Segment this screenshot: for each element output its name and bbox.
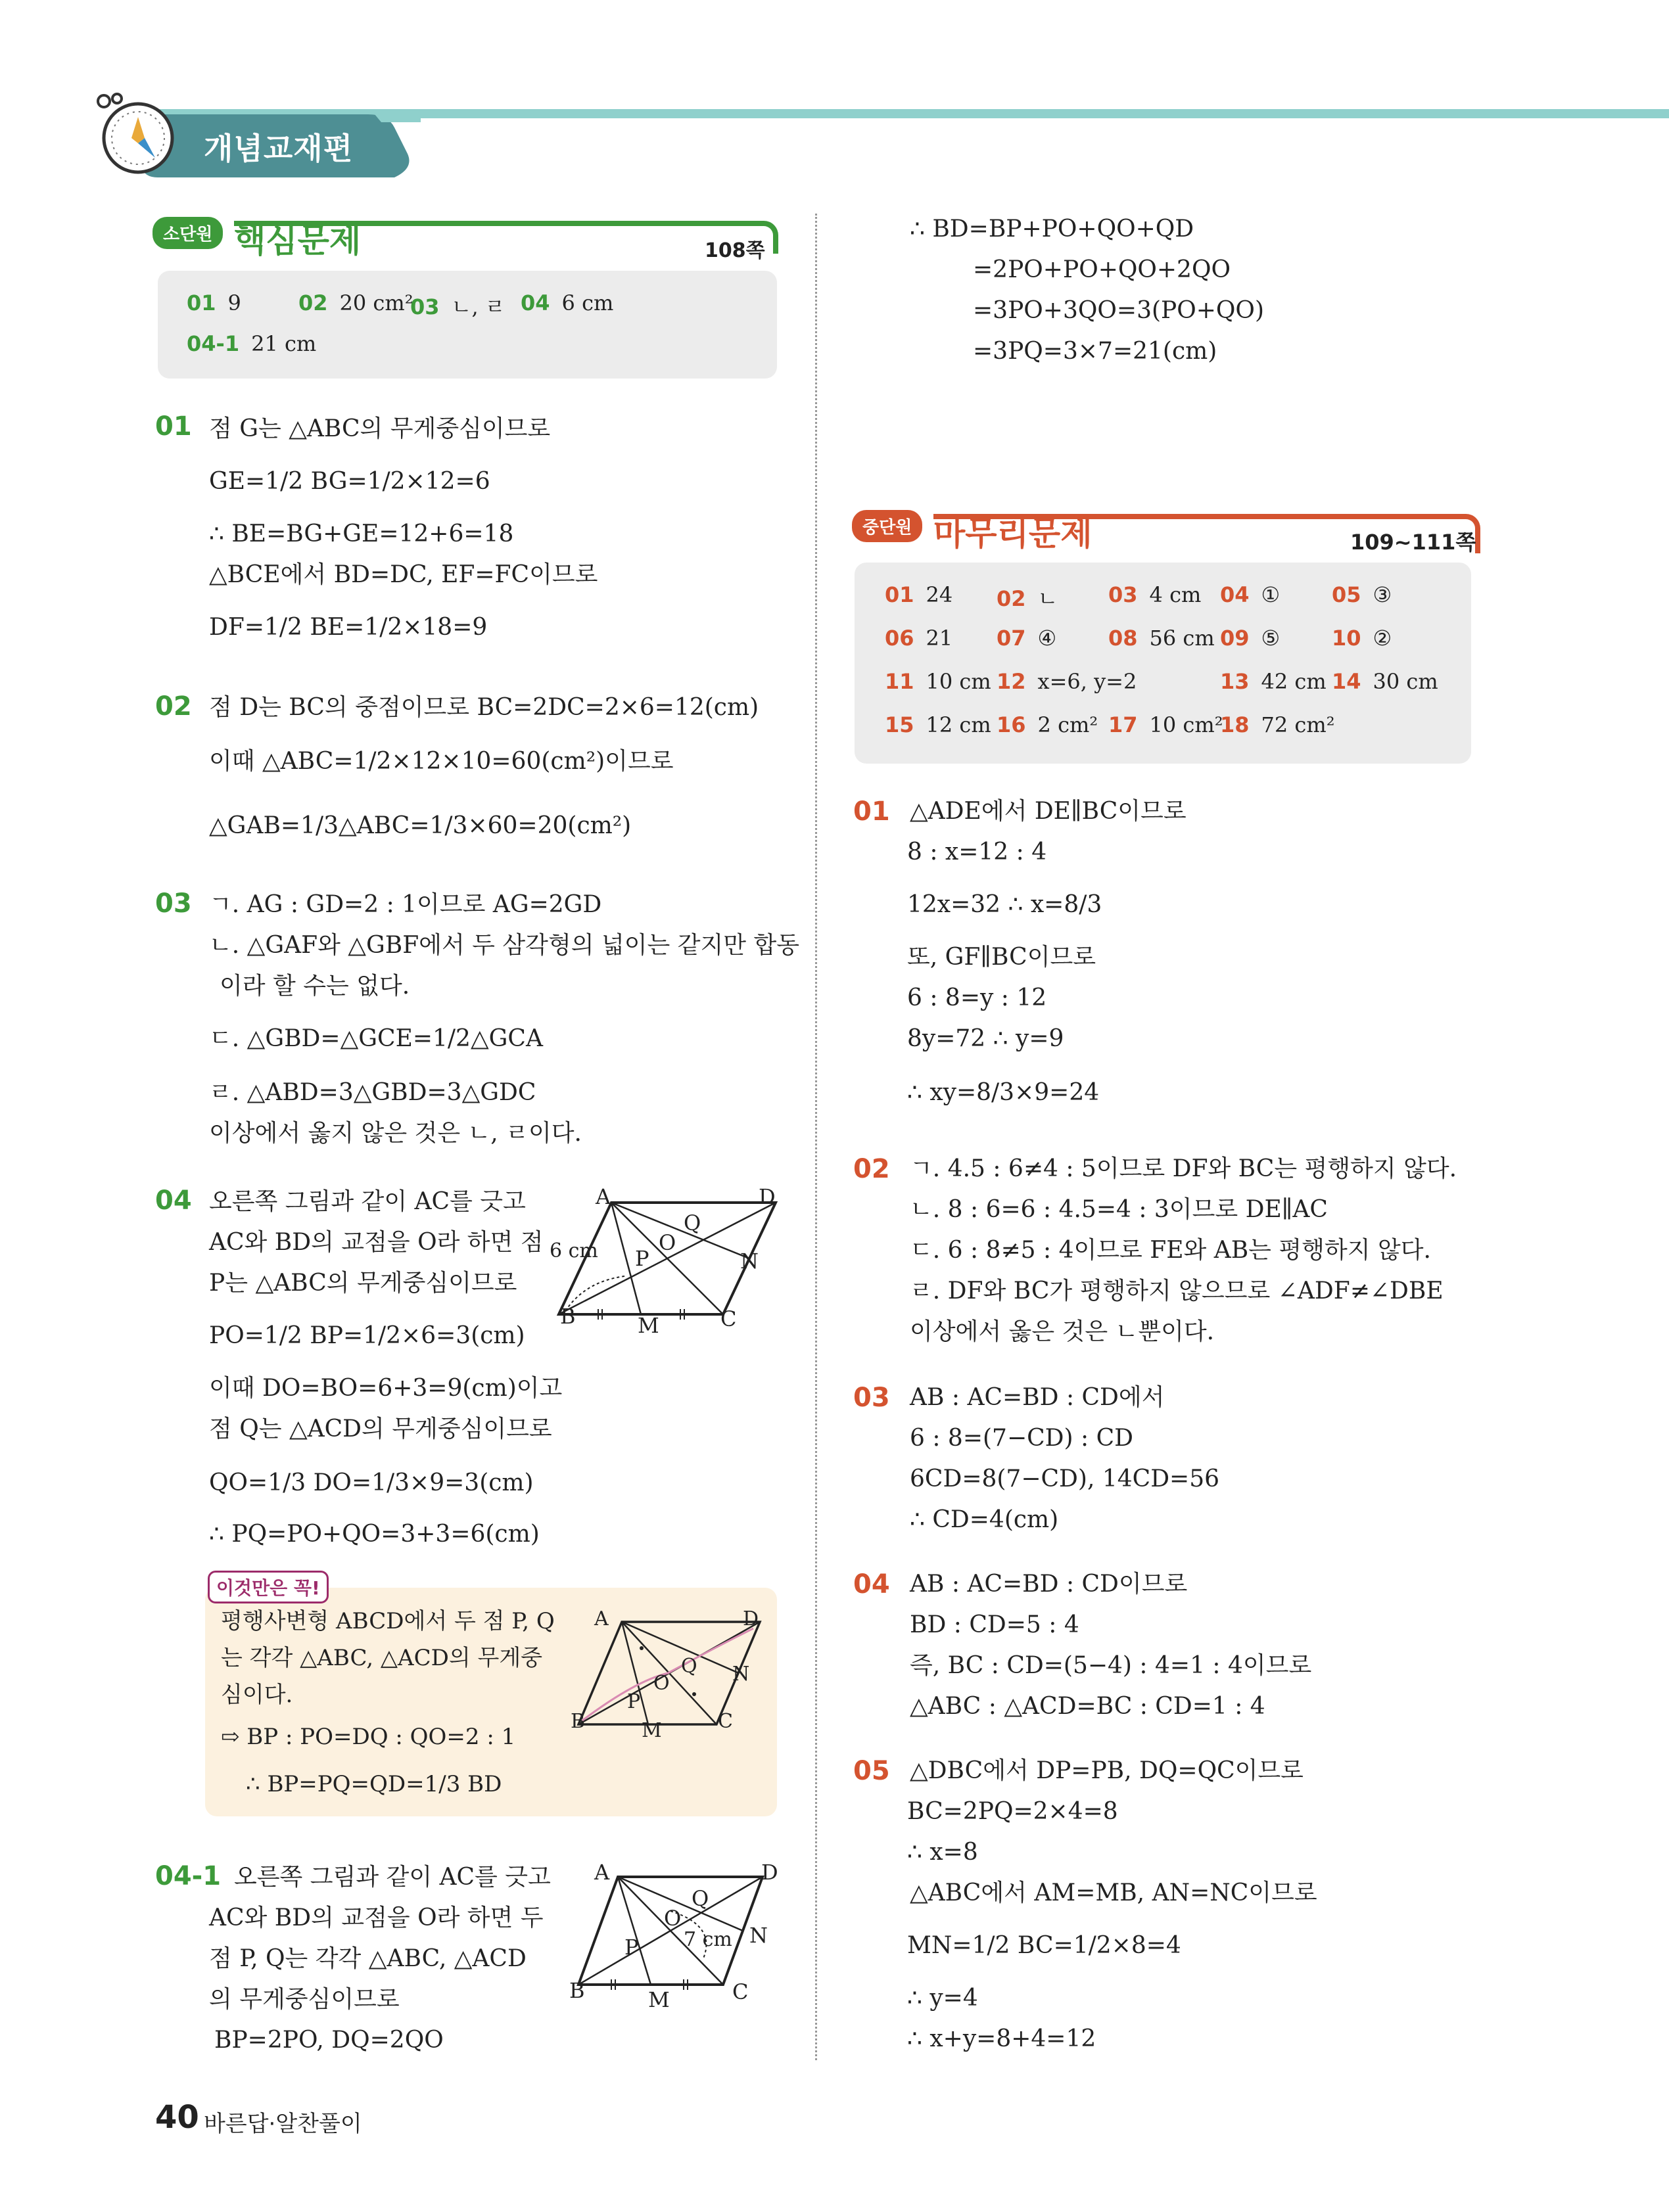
solution-line: AB : AC=BD : CD에서 xyxy=(910,1384,1165,1411)
review-badge: 중단원 xyxy=(852,510,922,542)
tip-badge: 이것만은 꼭! xyxy=(208,1571,329,1603)
solution-line: BP=2PO, DQ=2QO xyxy=(214,2027,444,2054)
solution-line: ㄴ. △GAF와 △GBF에서 두 삼각형의 넓이는 같지만 합동 xyxy=(209,932,800,959)
clock-icon xyxy=(92,92,177,177)
solution-line: ∴ BE=BG+GE=12+6=18 xyxy=(209,520,514,547)
figure-label: C xyxy=(720,1306,737,1331)
solution-line: MN=1/2 BC=1/2×8=4 xyxy=(907,1932,1181,1959)
review-answer: 15 12 cm xyxy=(885,712,991,737)
review-page-ref: 109~111쪽 xyxy=(1350,530,1476,555)
review-answer: 08 56 cm xyxy=(1108,626,1215,651)
review-answer: 11 10 cm xyxy=(885,669,991,694)
solution-line: AB : AC=BD : CD이므로 xyxy=(910,1571,1188,1598)
solution-line: ㄹ. △ABD=3△GBD=3△GDC xyxy=(209,1079,536,1106)
solution-line: 12x=32 ∴ x=8/3 xyxy=(907,891,1102,918)
solution-line: QO=1/3 DO=1/3×9=3(cm) xyxy=(209,1469,534,1496)
solution-line: 점 D는 BC의 중점이므로 BC=2DC=2×6=12(cm) xyxy=(209,694,759,721)
review-answer: 01 24 xyxy=(885,582,953,607)
figure-label: P xyxy=(624,1935,639,1960)
review-answer: 14 30 cm xyxy=(1332,669,1438,694)
solution-line: GE=1/2 BG=1/2×12=6 xyxy=(209,468,490,495)
figure-label: M xyxy=(642,1719,662,1742)
figure-label: O xyxy=(653,1672,670,1695)
figure-label: P xyxy=(635,1246,649,1271)
solution-line: ∴ PQ=PO+QO=3+3=6(cm) xyxy=(209,1521,540,1548)
solution-line: =2PO+PO+QO+2QO xyxy=(973,256,1231,283)
figure-label: A xyxy=(596,1184,611,1209)
solution-line: ∴ x=8 xyxy=(907,1839,978,1866)
solution-line: BD : CD=5 : 4 xyxy=(910,1611,1079,1638)
figure-label: M xyxy=(638,1313,659,1338)
solution-number: 04-1 xyxy=(155,1861,222,1891)
core-answer: 03 ㄴ, ㄹ xyxy=(410,294,505,319)
solution-number: 05 xyxy=(853,1756,890,1786)
solution-line: 6 : 8=(7−CD) : CD xyxy=(910,1425,1133,1452)
review-answer: 02 ㄴ xyxy=(997,586,1058,611)
solution-line: 오른쪽 그림과 같이 AC를 긋고 xyxy=(209,1188,526,1215)
figure-label: Q xyxy=(681,1655,697,1678)
review-answer: 07 ④ xyxy=(997,626,1057,651)
solution-line: =3PQ=3×7=21(cm) xyxy=(973,338,1217,365)
solution-number: 02 xyxy=(155,691,192,722)
solution-number: 01 xyxy=(155,411,192,442)
figure-label: O xyxy=(659,1230,676,1255)
review-title: 마무리문제 xyxy=(933,515,1093,553)
solution-number: 03 xyxy=(853,1383,890,1413)
solution-line: 이상에서 옳은 것은 ㄴ뿐이다. xyxy=(910,1318,1215,1345)
figure-label: P xyxy=(627,1690,641,1713)
solution-line: ∴ BD=BP+PO+QO+QD xyxy=(910,216,1194,242)
core-page-ref: 108쪽 xyxy=(705,239,765,262)
figure-label: N xyxy=(749,1923,768,1948)
core-answer: 04-1 21 cm xyxy=(187,331,317,356)
figure-label: M xyxy=(648,1987,670,2012)
solution-line: P는 △ABC의 무게중심이므로 xyxy=(209,1270,517,1297)
solution-line: 이때 △ABC=1/2×12×10=60(cm²)이므로 xyxy=(209,748,674,775)
solution-line: PO=1/2 BP=1/2×6=3(cm) xyxy=(209,1322,525,1349)
solution-line: DF=1/2 BE=1/2×18=9 xyxy=(209,614,488,641)
solution-line: 점 G는 △ABC의 무게중심이므로 xyxy=(209,415,551,442)
solution-number: 01 xyxy=(853,796,890,827)
tip-line: 는 각각 △ABC, △ACD의 무게중 xyxy=(221,1645,543,1671)
solution-line: ∴ CD=4(cm) xyxy=(910,1506,1059,1533)
review-answer: 18 72 cm² xyxy=(1220,712,1335,737)
figure-label: 6 cm xyxy=(550,1239,598,1262)
figure-label: Q xyxy=(692,1886,709,1911)
solution-line: BC=2PQ=2×4=8 xyxy=(907,1798,1118,1825)
solution-line: ㄱ. 4.5 : 6≠4 : 5이므로 DF와 BC는 평행하지 않다. xyxy=(910,1155,1457,1182)
review-answer: 13 42 cm xyxy=(1220,669,1327,694)
solution-line: △GAB=1/3△ABC=1/3×60=20(cm²) xyxy=(209,812,632,839)
solution-line: 오른쪽 그림과 같이 AC를 긋고 xyxy=(234,1864,551,1891)
figure-label: 7 cm xyxy=(684,1928,732,1951)
solution-line: ㄷ. △GBD=△GCE=1/2△GCA xyxy=(209,1025,543,1052)
solution-line: △ABC에서 AM=MB, AN=NC이므로 xyxy=(910,1879,1317,1906)
review-answer: 03 4 cm xyxy=(1108,582,1202,607)
solution-number: 04 xyxy=(853,1569,890,1600)
review-answer: 05 ③ xyxy=(1332,582,1392,607)
solution-line: △ABC : △ACD=BC : CD=1 : 4 xyxy=(910,1693,1265,1720)
solution-line: 점 P, Q는 각각 △ABC, △ACD xyxy=(209,1945,527,1972)
solution-line: 의 무게중심이므로 xyxy=(209,1986,400,2013)
core-title: 핵심문제 xyxy=(234,221,362,260)
review-answer: 04 ① xyxy=(1220,582,1281,607)
solution-line: 6 : 8=y : 12 xyxy=(907,984,1047,1011)
figure-label: B xyxy=(571,1710,586,1733)
review-answer: 12 x=6, y=2 xyxy=(997,669,1137,694)
review-answer: 17 10 cm² xyxy=(1108,712,1223,737)
core-answer: 01 9 xyxy=(187,290,241,315)
figure-label: B xyxy=(560,1304,576,1329)
figure-label: N xyxy=(740,1249,759,1274)
solution-line: ㄷ. 6 : 8≠5 : 4이므로 FE와 AB는 평행하지 않다. xyxy=(910,1237,1431,1264)
solution-line: 즉, BC : CD=(5−4) : 4=1 : 4이므로 xyxy=(910,1652,1312,1679)
review-answer: 09 ⑤ xyxy=(1220,626,1281,651)
figure-label: B xyxy=(569,1978,585,2003)
review-answer: 06 21 xyxy=(885,626,953,651)
solution-line: ㄱ. AG : GD=2 : 1이므로 AG=2GD xyxy=(209,891,602,918)
figure-label: O xyxy=(664,1906,682,1931)
review-answer: 16 2 cm² xyxy=(997,712,1098,737)
solution-line: =3PO+3QO=3(PO+QO) xyxy=(973,297,1264,324)
solution-line: 8y=72 ∴ y=9 xyxy=(907,1025,1064,1052)
tip-line: ∴ BP=PQ=QD=1/3 BD xyxy=(246,1771,502,1797)
figure-label: Q xyxy=(684,1210,701,1235)
solution-line: ㄹ. DF와 BC가 평행하지 않으므로 ∠ADF≠∠DBE xyxy=(910,1278,1444,1304)
core-title-rule xyxy=(234,221,778,254)
solution-number: 03 xyxy=(155,888,192,919)
figure-label: D xyxy=(759,1184,776,1209)
solution-number: 02 xyxy=(853,1154,890,1184)
figure-label: C xyxy=(718,1710,733,1733)
header-label: 개념교재편 xyxy=(204,131,354,166)
tip-line: ⇨ BP : PO=DQ : QO=2 : 1 xyxy=(221,1724,516,1750)
page-number: 40 xyxy=(155,2099,199,2136)
solution-line: ∴ xy=8/3×9=24 xyxy=(907,1079,1100,1106)
tip-line: 심이다. xyxy=(221,1682,293,1708)
figure-label: A xyxy=(594,1607,609,1630)
solution-line: 점 Q는 △ACD의 무게중심이므로 xyxy=(209,1416,552,1442)
solution-line: 또, GF∥BC이므로 xyxy=(907,944,1096,971)
solution-line: 6CD=8(7−CD), 14CD=56 xyxy=(910,1465,1220,1492)
solution-line: △ADE에서 DE∥BC이므로 xyxy=(910,798,1187,825)
core-answer-box xyxy=(158,271,777,379)
core-badge: 소단원 xyxy=(153,217,223,249)
column-divider xyxy=(815,214,817,2060)
solution-line: 이라 할 수는 없다. xyxy=(220,973,410,1000)
footer-title: 바른답·알찬풀이 xyxy=(204,2111,362,2137)
solution-line: 이때 DO=BO=6+3=9(cm)이고 xyxy=(209,1375,563,1402)
figure-label: N xyxy=(732,1663,750,1686)
solution-line: 8 : x=12 : 4 xyxy=(907,839,1047,865)
solution-line: △DBC에서 DP=PB, DQ=QC이므로 xyxy=(910,1757,1304,1784)
solution-line: AC와 BD의 교점을 O라 하면 점 xyxy=(209,1229,544,1256)
core-answer: 04 6 cm xyxy=(521,290,614,315)
solution-line: AC와 BD의 교점을 O라 하면 두 xyxy=(209,1904,544,1931)
review-answer: 10 ② xyxy=(1332,626,1392,651)
figure-label: A xyxy=(594,1860,610,1885)
solution-line: ∴ y=4 xyxy=(907,1985,978,2012)
solution-line: △BCE에서 BD=DC, EF=FC이므로 xyxy=(209,561,598,588)
solution-line: ∴ x+y=8+4=12 xyxy=(907,2025,1096,2052)
core-answer: 02 20 cm² xyxy=(298,290,413,315)
figure-label: C xyxy=(732,1979,749,2004)
figure-label: D xyxy=(761,1860,778,1885)
tip-line: 평행사변형 ABCD에서 두 점 P, Q xyxy=(221,1608,555,1634)
figure-label: D xyxy=(743,1607,759,1630)
solution-number: 04 xyxy=(155,1186,192,1216)
solution-line: 이상에서 옳지 않은 것은 ㄴ, ㄹ이다. xyxy=(209,1120,582,1147)
solution-line: ㄴ. 8 : 6=6 : 4.5=4 : 3이므로 DE∥AC xyxy=(910,1196,1328,1223)
